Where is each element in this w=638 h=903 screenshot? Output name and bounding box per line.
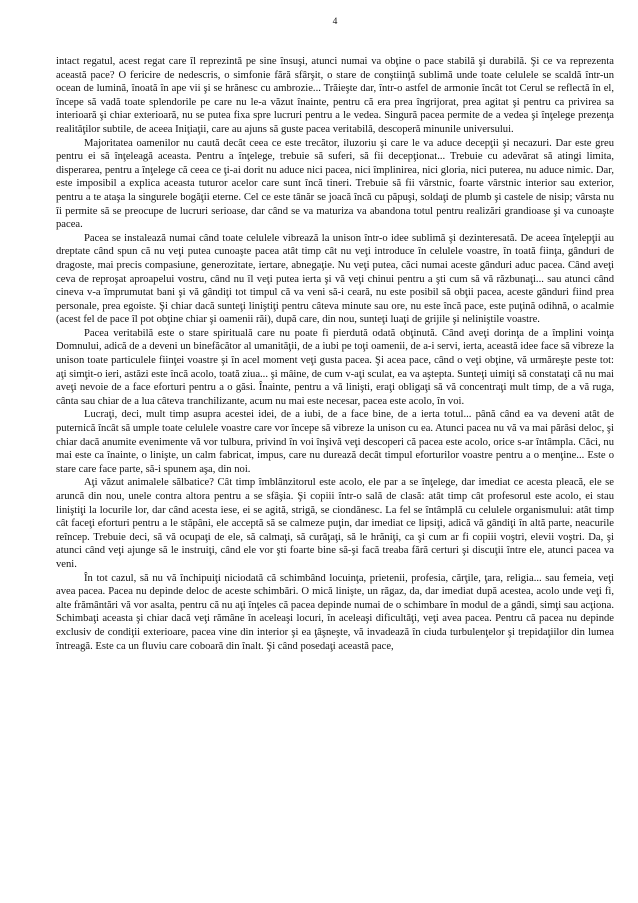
paragraph-3: Pacea se instalează numai când toate celulele vibrează la unison într-o idee sublimă şi dezinteresată. De aceea înţelepţii au dreptate când spun că nu veţi putea cunoaşte pacea atât timp cât nu veţi introduce în celulele voastre, în toată fiinţa, gânduri de dragoste, mai precis compasiune, generozitate, iertare, abnegaţie. Nu veţi putea, căci numai aceste gânduri aduc pacea. Când aveţi ceva de reproşat aproapelui vostru, când nu îl veţi putea ierta şi vă veţi chinui pentru a şti cum să vă răzbunaţi... sau atunci când cineva v-a împrumutat bani şi vă gândiţi tot timpul că va veni să-i ceară, nu este posibil să obţii pacea, aceste gânduri fiind prea personale, prea egoiste. Şi chiar dacă sunteţi liniştiţi pentru câteva minute sau ore, nu este încă pace, este puţină odihnă, o acalmie (acest fel de pace îl pot obţine chiar şi oamenii răi), după care, din nou, sunteţi luaţi de grijile şi neliniştile voastre. xyxy=(56,232,614,326)
page-number: 4 xyxy=(332,17,338,27)
paragraph-2: Majoritatea oamenilor nu caută decât ceea ce este trecător, iluzoriu şi care le va aduce decepţii şi necazuri. Dar este greu pentru ei să înţeleagă aceasta. Pentru a înţelege, trebuie să suferi, să fii decepţionat... Trebuie cu adevărat să atingi limita, disperarea, pentru a înţelege că ceea ce ţi-ai dorit nu aduce nici pacea, nici împlinirea, nici gloria, nici puterea, nu aduce nimic. Dar, este imposibil a explica aceasta tuturor acelor care sunt încă tineri. Trebuie să fii vârstnic, foarte vârstnic interior sau exterior, pentru a te ataşa la singurele bogăţii eterne. Cel ce este tânăr se joacă încă cu păpuşi, soldaţi de plumb şi castele de nisip; vârsta nu îi permite să se preocupe de lucruri serioase, dar când se va maturiza va abandona totul pentru realizări grandioase şi va cunoaşte pacea. xyxy=(56,137,614,231)
paragraph-1: intact regatul, acest regat care îl reprezintă pe sine însuşi, atunci numai va obţine o pace stabilă şi durabilă. Şi ce va reprezenta această pace? O fericire de nedescris, o simfonie fără sfârşit, o stare de conştiinţă sublimă unde toate celulele se scaldă într-un ocean de lumină, înoată în ape vii şi se hrănesc cu ambrozie... Trăieşte dar, într-o astfel de armonie încât tot Cerul se reflectă în el, începe să vadă toate splendorile pe care nu le-a văzut înainte, pentru că era prea îngrijorat, prea agitat şi pentru ca privirea sa interioară şi chiar exterioară, nu se putea fixa spre lucruri pentru a le vedea. Singură pacea permite de a vedea şi înţelege prezenţa realităţilor subtile, de aceea Iniţiaţii, care au ajuns să guste pacea veritabilă, descoperă minunile universului. xyxy=(56,56,614,135)
paragraph-7: În tot cazul, să nu vă închipuiţi niciodată că schimbând locuinţa, prietenii, profesia, cărţile, ţara, religia... sau femeia, veţi avea pacea. Pacea nu depinde deloc de aceste schimbări. O mică linişte, un răgaz, da, dar imediat după acestea, acolo unde veţi fi, alte frământări vă vor asalta, pentru că nu aţi înţeles că pacea depinde numai de o schimbare în modul de a gândi, simţi sau acţiona. Schimbaţi aceasta şi chiar dacă veţi rămâne în aceleaşi locuri, în aceleaşi dificultăţi, veţi avea pacea. Pentru că pacea nu depinde exclusiv de condiţii exterioare, pacea vine din interior şi ea ţâşneşte, vă invadează în ciuda turbulenţelor şi trepidaţiilor din lumea întreagă. Este ca un fluviu care coboară din înalt. Şi când posedaţi această pace, xyxy=(56,572,614,652)
page-body xyxy=(56,55,614,653)
paragraph-5: Lucraţi, deci, mult timp asupra acestei idei, de a iubi, de a face bine, de a ierta totul... până când ea va deveni atât de puternică încât să umple toate celulele voastre care vor începe să vibreze la unison cu ea. Atunci pacea nu vă va mai părăsi deloc, şi chiar dacă anumite evenimente vă vor tulbura, privind în voi înşivă veţi descoperi că pacea este acolo, orice s-ar întâmpla. Căci, nu mai este ca înainte, o linişte, un calm fabricat, impus, care nu durează decât timpul eforturilor voastre pentru a o menţine... Este o stare care face parte, să-i spunem aşa, din noi. xyxy=(56,409,614,475)
document-page xyxy=(56,0,614,903)
paragraph-6: Aţi văzut animalele sălbatice? Cât timp îmblânzitorul este acolo, ele par a se înţelege, dar imediat ce acesta pleacă, ele se aruncă din nou, unele contra altora pentru a se sfâşia. Şi copiii într-o sală de clasă: atât timp cât profesorul este acolo, ei stau liniştiţi la locurile lor, dar când acesta iese, ei se agită, strigă, se ciondănesc. La fel se întâmplă cu celulele organismului: atât timp cât faceţi eforturi pentru a le stăpâni, ele acceptă să se calmeze puţin, dar imediat ce lipsiţi, adică vă gândiţi în altă parte, neacurile reîncep. Trebuie deci, să vă ocupaţi de ele, să calmaţi, să curăţaţi, să le hrăniţi, ca şi cum ar fi copiii voştri, elevii voştri. Da, şi atunci când veţi ajunge să le instruiţi, când ele vor şti foarte bine să-şi facă treaba fără certuri şi discuţii între ele, atunci pacea va veni. xyxy=(56,477,614,570)
paragraph-4: Pacea veritabilă este o stare spirituală care nu poate fi pierdută odată obţinută. Când aveţi dorinţa de a împlini voinţa Domnului, adică de a deveni un binefăcător al umanităţii, de a iubi pe toţi oamenii, de a-i servi, ierta, această idee face să vibreze la unison toate particulele fiinţei voastre şi în acel moment veţi gusta pacea. Şi acea pace, când o veţi obţine, vă urmăreşte peste tot: aţi simţit-o ieri, astăzi este încă acolo, toată ziua... şi mâine, de cum v-aţi sculat, ea va aştepta. Sunteţi uimiţi să constataţi că nu mai aveţi nevoie de a face eforturi pentru a o găsi. Înainte, pentru a vă linişti, eraţi obligaţi să vă concentraţi mult timp, de a vă ruga, cânta sau chiar de a lua câteva tranchilizante, acum nu mai este necesar, pacea este acolo, în voi. xyxy=(56,327,614,407)
